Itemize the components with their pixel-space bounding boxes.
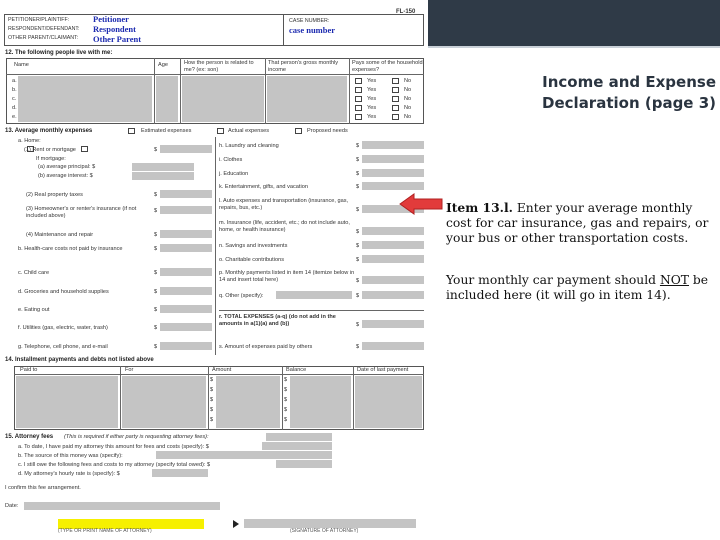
slide-title bbox=[440, 72, 716, 114]
yes-label: Yes bbox=[367, 78, 377, 84]
respondent-label: RESPONDENT/DEFENDANT: bbox=[8, 26, 80, 32]
pays-no-checkbox[interactable] bbox=[392, 96, 399, 102]
expense-telephone: g. Telephone, cell phone, and e-mail bbox=[18, 344, 108, 350]
entertainment-field[interactable] bbox=[362, 182, 424, 190]
household-col-rule bbox=[265, 58, 266, 124]
dollar-sign: $ bbox=[356, 278, 360, 284]
household-col-rule bbox=[180, 58, 181, 124]
household-col-pays: Pays some of the household expenses? bbox=[352, 60, 423, 73]
household-age-fields[interactable] bbox=[156, 76, 178, 122]
dollar-sign: $ bbox=[154, 246, 158, 252]
household-row-label: a. bbox=[12, 78, 17, 84]
actual-checkbox[interactable] bbox=[217, 128, 224, 134]
household-relation-fields[interactable] bbox=[182, 76, 264, 122]
property-taxes-field[interactable] bbox=[160, 190, 212, 198]
pays-yes-checkbox[interactable] bbox=[355, 87, 362, 93]
dollar-sign: $ bbox=[154, 208, 158, 214]
installment-col-for: For bbox=[125, 367, 134, 373]
expense-rent: (1) Rent or mortgage bbox=[24, 147, 76, 153]
clothes-field[interactable] bbox=[362, 155, 424, 163]
expense-auto: l. Auto expenses and transportation (insurance, gas, repairs, bus, etc.) bbox=[219, 198, 349, 211]
attorney-item-c: c. I still owe the following fees and costs to my attorney (specify total owed): $ bbox=[18, 462, 211, 468]
expense-health: b. Health-care costs not paid by insurance bbox=[18, 246, 123, 252]
expense-homeowners-insurance: (3) Homeowner's or renter's insurance (if not included above) bbox=[26, 206, 137, 219]
installment-header-rule bbox=[14, 374, 424, 375]
date-label: Date: bbox=[5, 503, 19, 509]
dollar-sign: $ bbox=[210, 417, 214, 423]
other-parent-label: OTHER PARENT/CLAIMANT: bbox=[8, 35, 79, 41]
dollar-sign: $ bbox=[154, 344, 158, 350]
dollar-sign: $ bbox=[210, 377, 214, 383]
yes-label: Yes bbox=[367, 114, 377, 120]
section-13-title: 13. Average monthly expenses bbox=[5, 128, 93, 134]
education-field[interactable] bbox=[362, 169, 424, 177]
slide-title-line1: Income and Expense bbox=[542, 73, 716, 91]
expense-paid-by-others: s. Amount of expenses paid by others bbox=[219, 344, 313, 350]
installment-col-rule bbox=[282, 366, 283, 430]
groceries-field[interactable] bbox=[160, 287, 212, 295]
dollar-sign: $ bbox=[284, 387, 288, 393]
expense-charity: o. Charitable contributions bbox=[219, 257, 284, 263]
section-15-subtitle: (This is required if either party is requesting attorney fees): bbox=[64, 434, 209, 440]
note-car-payment bbox=[446, 273, 712, 303]
expense-eating-out: e. Eating out bbox=[18, 307, 50, 313]
laundry-field[interactable] bbox=[362, 141, 424, 149]
pays-yes-checkbox[interactable] bbox=[355, 96, 362, 102]
maintenance-field[interactable] bbox=[160, 230, 212, 238]
pays-no-checkbox[interactable] bbox=[392, 105, 399, 111]
dollar-sign: $ bbox=[356, 184, 360, 190]
confirm-arrangement: I confirm this fee arrangement. bbox=[5, 485, 81, 491]
installment-col-amount: Amount bbox=[212, 367, 232, 373]
total-expenses-field[interactable] bbox=[362, 320, 424, 328]
household-row-label: c. bbox=[12, 96, 17, 102]
pays-no-checkbox[interactable] bbox=[392, 78, 399, 84]
dollar-sign: $ bbox=[356, 322, 360, 328]
expense-utilities: f. Utilities (gas, electric, water, trash) bbox=[18, 325, 108, 331]
attorney-signature-field[interactable] bbox=[244, 519, 416, 528]
expense-groceries: d. Groceries and household supplies bbox=[18, 289, 109, 295]
telephone-field[interactable] bbox=[160, 342, 212, 350]
dollar-sign: $ bbox=[154, 325, 158, 331]
attorney-item-a: a. To date, I have paid my attorney this amount for fees and costs (specify): $ bbox=[18, 444, 209, 450]
insurance-other-field[interactable] bbox=[362, 227, 424, 235]
dollar-sign: $ bbox=[284, 407, 288, 413]
note-item-13l-text: Enter your average monthly cost for car insurance, gas and repairs, or your bus or other transportation costs. bbox=[446, 201, 709, 245]
note-item-13l-label: Item 13.l. bbox=[446, 200, 513, 215]
household-col-name: Name bbox=[14, 62, 29, 68]
expense-if-mortgage: If mortgage: bbox=[36, 156, 66, 162]
no-label: No bbox=[404, 78, 412, 84]
section-14-title: 14. Installment payments and debts not listed above bbox=[5, 357, 154, 363]
petitioner-label: PETITIONER/PLAINTIFF: bbox=[8, 17, 70, 23]
pays-no-checkbox[interactable] bbox=[392, 87, 399, 93]
expense-interest: (b) average interest: $ bbox=[38, 173, 93, 179]
dollar-sign: $ bbox=[356, 293, 360, 299]
pays-no-checkbox[interactable] bbox=[392, 114, 399, 120]
household-row-label: d. bbox=[12, 105, 17, 111]
dollar-sign: $ bbox=[356, 143, 360, 149]
no-label: No bbox=[404, 96, 412, 102]
installment-col-date: Date of last payment bbox=[357, 367, 409, 373]
household-col-rule bbox=[154, 58, 155, 124]
no-label: No bbox=[404, 87, 412, 93]
yes-label: Yes bbox=[367, 105, 377, 111]
signature-arrow-icon bbox=[233, 520, 239, 528]
household-name-fields[interactable] bbox=[18, 76, 152, 122]
expense-savings: n. Savings and investments bbox=[219, 243, 288, 249]
household-income-fields[interactable] bbox=[267, 76, 347, 122]
no-label: No bbox=[404, 105, 412, 111]
eating-out-field[interactable] bbox=[160, 305, 212, 313]
section-12-title: 12. The following people live with me: bbox=[5, 50, 113, 56]
expense-monthly-payments: p. Monthly payments listed in item 14 (itemize below in 14 and insert total here) bbox=[219, 270, 355, 283]
installment-paid-to-fields[interactable] bbox=[16, 376, 118, 428]
insurance-field[interactable] bbox=[160, 206, 212, 214]
attorney-item-d: d. My attorney's hourly rate is (specify): $ bbox=[18, 471, 120, 477]
household-col-age: Age bbox=[158, 62, 168, 68]
installment-date-fields[interactable] bbox=[355, 376, 422, 428]
fees-owed-field[interactable] bbox=[276, 460, 332, 468]
note-item-13l bbox=[446, 200, 712, 246]
dollar-sign: $ bbox=[210, 387, 214, 393]
installment-balance-fields[interactable] bbox=[290, 376, 351, 428]
no-label: No bbox=[404, 114, 412, 120]
expense-property-taxes: (2) Real property taxes bbox=[26, 192, 83, 198]
case-number-label: CASE NUMBER: bbox=[289, 18, 330, 24]
household-col-rule bbox=[349, 58, 350, 124]
expense-maintenance: (4) Maintenance and repair bbox=[26, 232, 94, 238]
estimated-checkbox[interactable] bbox=[128, 128, 135, 134]
charity-field[interactable] bbox=[362, 255, 424, 263]
estimated-label: Estimated expenses bbox=[141, 128, 192, 134]
installment-col-rule bbox=[353, 366, 354, 430]
expense-clothes: i. Clothes bbox=[219, 157, 243, 163]
utilities-field[interactable] bbox=[160, 323, 212, 331]
dollar-sign: $ bbox=[154, 289, 158, 295]
note-car-payment-text-a: Your monthly car payment should bbox=[446, 273, 660, 287]
mortgage-checkbox[interactable] bbox=[81, 146, 88, 152]
interest-field[interactable] bbox=[132, 172, 194, 180]
date-field[interactable] bbox=[24, 502, 220, 510]
dollar-sign: $ bbox=[356, 171, 360, 177]
expense-home: a. Home: bbox=[18, 138, 41, 144]
attorney-blank-field[interactable] bbox=[266, 433, 332, 441]
red-arrow-icon bbox=[398, 193, 444, 215]
expense-entertainment: k. Entertainment, gifts, and vacation bbox=[219, 184, 308, 190]
household-col-relation: How the person is related to me? (ex: son) bbox=[184, 60, 254, 73]
dollar-sign: $ bbox=[154, 232, 158, 238]
signature-caption: (SIGNATURE OF ATTORNEY) bbox=[290, 528, 359, 534]
section-15-title: 15. Attorney fees bbox=[5, 434, 54, 440]
dollar-sign: $ bbox=[154, 307, 158, 313]
attorney-name-caption: (TYPE OR PRINT NAME OF ATTORNEY) bbox=[58, 528, 152, 534]
monthly-payments-field[interactable] bbox=[362, 276, 424, 284]
installment-for-fields[interactable] bbox=[122, 376, 206, 428]
installment-col-balance: Balance bbox=[286, 367, 307, 373]
dollar-sign: $ bbox=[356, 243, 360, 249]
health-field[interactable] bbox=[160, 244, 212, 252]
yes-label: Yes bbox=[367, 96, 377, 102]
dollar-sign: $ bbox=[356, 207, 360, 213]
expense-column-rule bbox=[215, 137, 216, 355]
form-id: FL-150 bbox=[396, 9, 416, 15]
note-car-payment-text-b: be included here (it will go in item 14). bbox=[446, 273, 709, 302]
hourly-rate-field[interactable] bbox=[152, 469, 208, 477]
installment-amount-fields[interactable] bbox=[216, 376, 280, 428]
household-row-label: e. bbox=[12, 114, 17, 120]
proposed-checkbox[interactable] bbox=[295, 128, 302, 134]
child-care-field[interactable] bbox=[160, 268, 212, 276]
attorney-item-b: b. The source of this money was (specify): bbox=[18, 453, 123, 459]
slide-title-line2: Declaration (page 3) bbox=[542, 94, 716, 112]
expense-principal: (a) average principal: $ bbox=[38, 164, 96, 170]
actual-label: Actual expenses bbox=[228, 128, 270, 134]
dollar-sign: $ bbox=[284, 397, 288, 403]
expense-insurance: m. Insurance (life, accident, etc.; do not include auto, home, or health insurance) bbox=[219, 220, 350, 233]
dollar-sign: $ bbox=[356, 257, 360, 263]
dollar-sign: $ bbox=[284, 377, 288, 383]
dollar-sign: $ bbox=[154, 270, 158, 276]
dollar-sign: $ bbox=[284, 417, 288, 423]
expense-child-care: c. Child care bbox=[18, 270, 50, 276]
title-bar-block bbox=[466, 0, 558, 46]
dollar-sign: $ bbox=[154, 147, 158, 153]
dollar-sign: $ bbox=[356, 229, 360, 235]
note-car-payment-not: NOT bbox=[659, 273, 689, 287]
respondent-value: Respondent bbox=[93, 24, 136, 34]
dollar-sign: $ bbox=[210, 397, 214, 403]
dollar-sign: $ bbox=[154, 192, 158, 198]
yes-label: Yes bbox=[367, 87, 377, 93]
household-row-label: b. bbox=[12, 87, 17, 93]
rent-amount-field[interactable] bbox=[160, 145, 212, 153]
household-header-rule bbox=[6, 74, 424, 75]
expense-laundry: h. Laundry and cleaning bbox=[219, 143, 279, 149]
other-amount-field[interactable] bbox=[362, 291, 424, 299]
installment-col-rule bbox=[208, 366, 209, 430]
expense-other: q. Other (specify): bbox=[219, 293, 264, 299]
fees-paid-field[interactable] bbox=[262, 442, 332, 450]
installment-col-paid-to: Paid to bbox=[20, 367, 38, 373]
dollar-sign: $ bbox=[210, 407, 214, 413]
caption-divider bbox=[283, 14, 284, 46]
other-parent-value: Other Parent bbox=[93, 34, 142, 44]
principal-field[interactable] bbox=[132, 163, 194, 171]
total-rule bbox=[219, 310, 424, 311]
expense-total: r. TOTAL EXPENSES (a-q) (do not add in the amounts in a(1)(a) and (b)) bbox=[219, 314, 336, 327]
title-bar-rule bbox=[424, 46, 720, 48]
petitioner-value: Petitioner bbox=[93, 14, 129, 24]
pays-yes-checkbox[interactable] bbox=[355, 105, 362, 111]
paid-by-others-field[interactable] bbox=[362, 342, 424, 350]
pays-yes-checkbox[interactable] bbox=[355, 114, 362, 120]
installment-col-rule bbox=[120, 366, 121, 430]
case-number-value: case number bbox=[289, 25, 336, 35]
household-col-income: That person's gross monthly income bbox=[268, 60, 339, 73]
other-specify-field[interactable] bbox=[276, 291, 352, 299]
pays-yes-checkbox[interactable] bbox=[355, 78, 362, 84]
expense-education: j. Education bbox=[219, 171, 249, 177]
dollar-sign: $ bbox=[356, 344, 360, 350]
proposed-label: Proposed needs bbox=[307, 128, 348, 134]
savings-field[interactable] bbox=[362, 241, 424, 249]
dollar-sign: $ bbox=[356, 157, 360, 163]
money-source-field[interactable] bbox=[156, 451, 332, 459]
